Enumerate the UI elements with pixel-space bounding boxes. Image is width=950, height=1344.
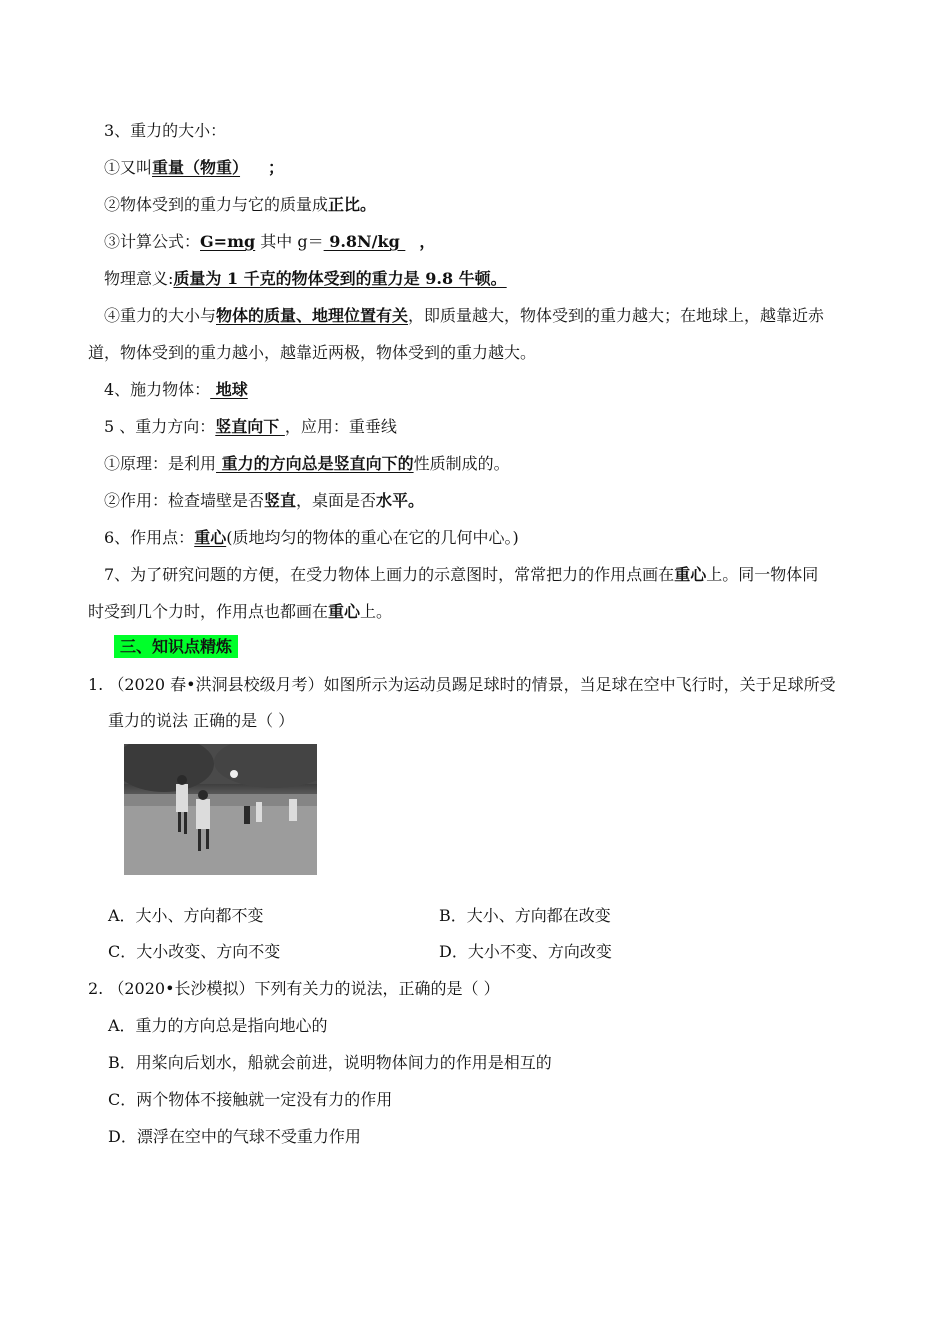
use-prefix: ②作用：检查墙壁是否 <box>104 491 265 510</box>
section5-value: 竖直向下 <box>215 417 285 436</box>
section7-line2 <box>88 601 392 623</box>
soccer-photo <box>124 744 317 875</box>
section7-line2-prefix: 时受到几个力时，作用点也都画在 <box>88 602 329 621</box>
section5 <box>104 416 397 438</box>
section6-suffix: (质地均匀的物体的重心在它的几何中心。) <box>226 528 519 547</box>
q2-stem: 2. （2020•长沙模拟）下列有关力的说法，正确的是（ ） <box>88 979 500 998</box>
section5-suffix: ，应用：重垂线 <box>284 417 397 436</box>
section7-line2-bold: 重心 <box>328 602 361 621</box>
item3-mid: 其中 g＝ <box>255 232 324 251</box>
q2-option-d: D．漂浮在空中的气球不受重力作用 <box>108 1127 361 1146</box>
item2-prefix: ②物体受到的重力与它的质量成 <box>104 195 329 214</box>
item4-prefix: ④重力的大小与 <box>104 306 217 325</box>
item2-bold: 正比。 <box>328 195 377 214</box>
principle-prefix: ①原理：是利用 <box>104 454 217 473</box>
q2-option-b: B．用桨向后划水，船就会前进，说明物体间力的作用是相互的 <box>108 1053 552 1072</box>
section4-value: 地球 <box>210 380 248 399</box>
use-bold1: 竖直 <box>264 491 297 510</box>
item1-blank: 重量（物重） <box>152 158 241 177</box>
q1-option-c: C．大小改变、方向不变 <box>108 942 281 961</box>
section3-item4-line2: 道，物体受到的重力越小，越靠近两极，物体受到的重力越大。 <box>88 343 537 362</box>
section3-title: 3、重力的大小： <box>104 121 227 140</box>
section-heading <box>114 636 238 658</box>
item4-bold: 物体的质量、地理位置有关 <box>216 306 409 325</box>
section6-value: 重心 <box>194 528 227 547</box>
principle-suffix: 性质制成的。 <box>413 454 510 473</box>
section5-use <box>104 490 424 512</box>
heading-highlight: 三、知识点精炼 <box>114 635 238 658</box>
section7-line1-prefix: 7、为了研究问题的方便，在受力物体上画力的示意图时，常常把力的作用点画在 <box>104 565 675 584</box>
section7-line1 <box>104 564 818 586</box>
q1-stem-line1: 1. （2020 春•洪洞县校级月考）如图所示为运动员踢足球时的情景，当足球在空中飞行时，关于足球所受 <box>88 675 836 694</box>
section3-item4-line1 <box>104 305 824 327</box>
q1-option-b: B．大小、方向都在改变 <box>439 906 611 925</box>
soccer-photo-drawing <box>124 744 317 875</box>
use-bold2: 水平。 <box>376 491 425 510</box>
section5-prefix: 5 、重力方向： <box>104 417 216 436</box>
section7-line2-suffix: 上。 <box>360 602 393 621</box>
q2-option-c: C．两个物体不接触就一定没有力的作用 <box>108 1090 393 1109</box>
section4 <box>104 379 248 401</box>
section4-prefix: 4、施力物体： <box>104 380 211 399</box>
item3-suffix: ， <box>419 232 436 251</box>
meaning-text: 质量为 1 千克的物体受到的重力是 9.8 牛顿。 <box>173 269 507 288</box>
use-mid: ，桌面是否 <box>296 491 377 510</box>
item3-value: 9.8N/kg <box>323 232 406 251</box>
q1-option-a: A．大小、方向都不变 <box>108 906 264 925</box>
q2-option-a: A．重力的方向总是指向地心的 <box>108 1016 328 1035</box>
item3-formula: G=mg <box>200 232 256 251</box>
item1-prefix: ①又叫 <box>104 158 153 177</box>
item1-suffix: ； <box>268 158 285 177</box>
item4-rest-line1: ，即质量越大，物体受到的重力越大；在地球上，越靠近赤 <box>408 306 825 325</box>
section5-principle <box>104 453 510 475</box>
q1-stem-line2: 重力的说法 正确的是（ ） <box>108 711 295 730</box>
item3-prefix: ③计算公式： <box>104 232 201 251</box>
meaning-prefix: 物理意义: <box>104 269 174 288</box>
principle-bold: 重力的方向总是竖直向下的 <box>216 454 414 473</box>
q1-option-d: D．大小不变、方向改变 <box>439 942 612 961</box>
section6-prefix: 6、作用点： <box>104 528 195 547</box>
section6 <box>104 527 519 549</box>
section7-line1-suffix: 上。同一物体同 <box>706 565 819 584</box>
section7-line1-bold: 重心 <box>674 565 707 584</box>
section3-item2 <box>104 194 376 216</box>
section3-item1 <box>104 157 284 179</box>
section3-item3 <box>104 231 435 253</box>
section3-meaning <box>104 268 507 290</box>
